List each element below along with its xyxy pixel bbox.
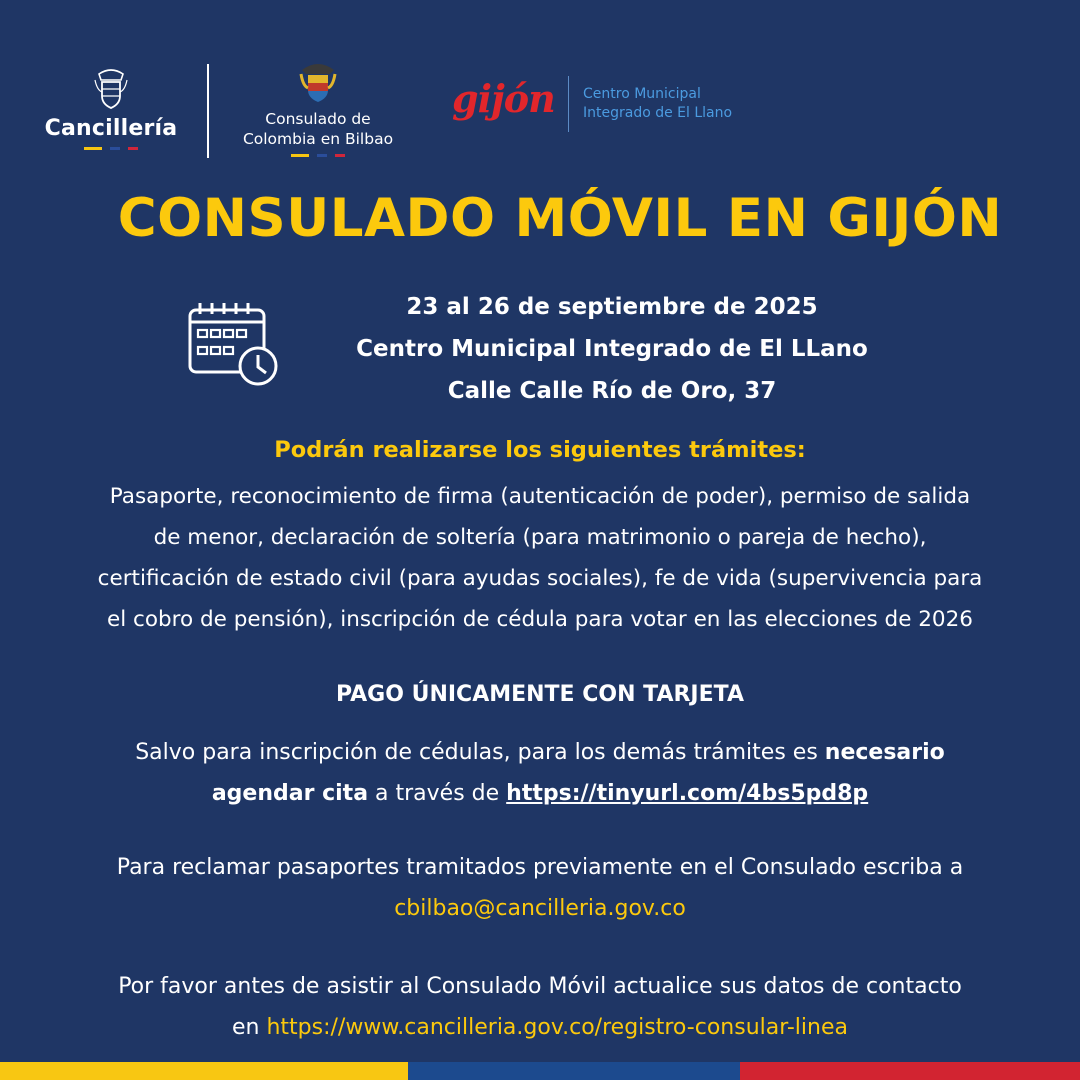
event-details [262,286,962,412]
update-prefix: en [231,1015,267,1040]
gijon-logo [452,76,555,121]
passport-pickup-text: Para reclamar pasaportes tramitados previamente en el Consulado escriba a [116,855,964,880]
event-venue: Centro Municipal Integrado de El LLano [356,336,868,362]
update-data-notice [30,966,1050,1048]
flag-bar [36,147,186,150]
gijon-divider [568,76,569,132]
payment-heading: PAGO ÚNICAMENTE CON TARJETA [336,682,744,707]
appointment-link[interactable]: https://tinyurl.com/4bs5pd8p [506,781,869,806]
appointment-text: Salvo para inscripción de cédulas, para los demás trámites es [135,740,825,765]
consulado-name-line1: Consulado de [265,110,371,128]
passport-pickup-notice [30,847,1050,929]
event-dates: 23 al 26 de septiembre de 2025 [406,294,818,320]
services-list [6,476,1074,640]
colombia-coat-of-arms-icon [91,66,131,110]
header-logos [0,0,1080,170]
appointment-required: necesario [824,740,945,765]
consulado-logo [228,60,408,157]
flag-footer-bar [0,1062,1080,1080]
event-address: Calle Calle Río de Oro, 37 [447,378,777,404]
consulado-name-line2: Colombia en Bilbao [242,130,394,148]
update-data-text: Por favor antes de asistir al Consulado Móvil actualice sus datos de contacto [118,974,962,999]
registro-consular-link[interactable]: https://www.cancilleria.gov.co/registro-consular-linea [266,1015,848,1040]
gijon-wordmark: gijón [452,76,555,121]
flag-blue-stripe [408,1062,740,1080]
cancilleria-logo [36,66,186,150]
flag-red-stripe [740,1062,1080,1080]
appointment-via: a través de [368,781,507,806]
services-heading: Podrán realizarse los siguientes trámites: [274,437,806,463]
page-title: CONSULADO MÓVIL EN GIJÓN [117,188,1003,249]
gijon-center-name [583,85,732,123]
cancilleria-name: Cancillería [44,116,178,141]
flag-bar [228,154,408,157]
flag-yellow-stripe [0,1062,408,1080]
gijon-center-line1: Centro Municipal [583,86,701,102]
services-line: Pasaporte, reconocimiento de firma (autenticación de poder), permiso de salida [109,484,971,509]
services-line: certificación de estado civil (para ayudas sociales), fe de vida (supervivencia para [97,566,983,591]
gijon-center-line2: Integrado de El Llano [583,105,733,121]
colombia-coat-of-arms-color-icon [298,60,338,104]
logo-divider [207,64,209,158]
services-line: de menor, declaración de soltería (para matrimonio o pareja de hecho), [153,525,927,550]
services-line: el cobro de pensión), inscripción de cédula para votar en las elecciones de 2026 [107,607,973,632]
appointment-notice [60,732,1020,814]
contact-email[interactable]: cbilbao@cancilleria.gov.co [394,896,686,921]
appointment-schedule: agendar cita [211,781,369,806]
